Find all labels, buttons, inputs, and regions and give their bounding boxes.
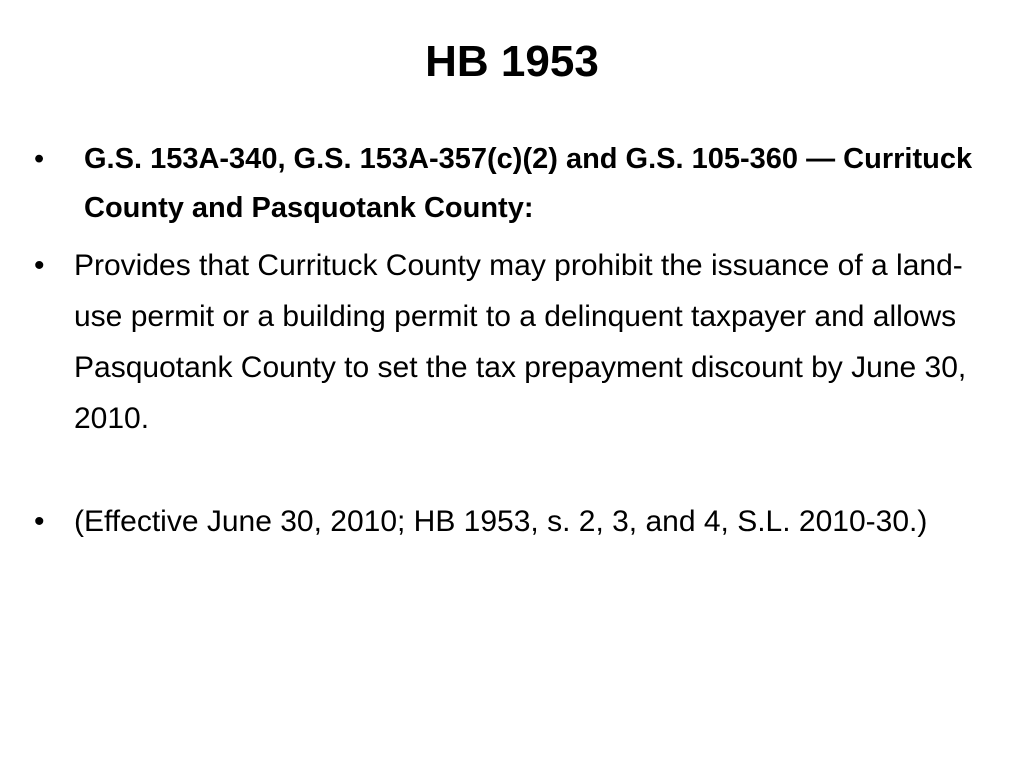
slide-title: HB 1953	[425, 37, 599, 86]
bullet-marker: •	[34, 249, 45, 282]
bullet-list	[34, 135, 984, 554]
bullet-text: Provides that Currituck County may prohibit the issuance of a land-use permit or a building permit to a delinquent taxpayer and allows Pasquotank County to set the tax prepayment discount by June 30, 2010.	[74, 249, 967, 435]
bullet-item-statutes	[34, 135, 984, 233]
bullet-item-effective-date	[34, 496, 984, 547]
bullet-text: G.S. 153A-340, G.S. 153A-357(c)(2) and G.S. 105-360 — Currituck County and Pasquotank County:	[84, 143, 973, 224]
bullet-text: (Effective June 30, 2010; HB 1953, s. 2, 3, and 4, S.L. 2010-30.)	[74, 505, 928, 538]
bullet-marker: •	[34, 143, 45, 175]
bullet-item-provisions	[34, 240, 984, 444]
bullet-marker: •	[34, 505, 45, 538]
